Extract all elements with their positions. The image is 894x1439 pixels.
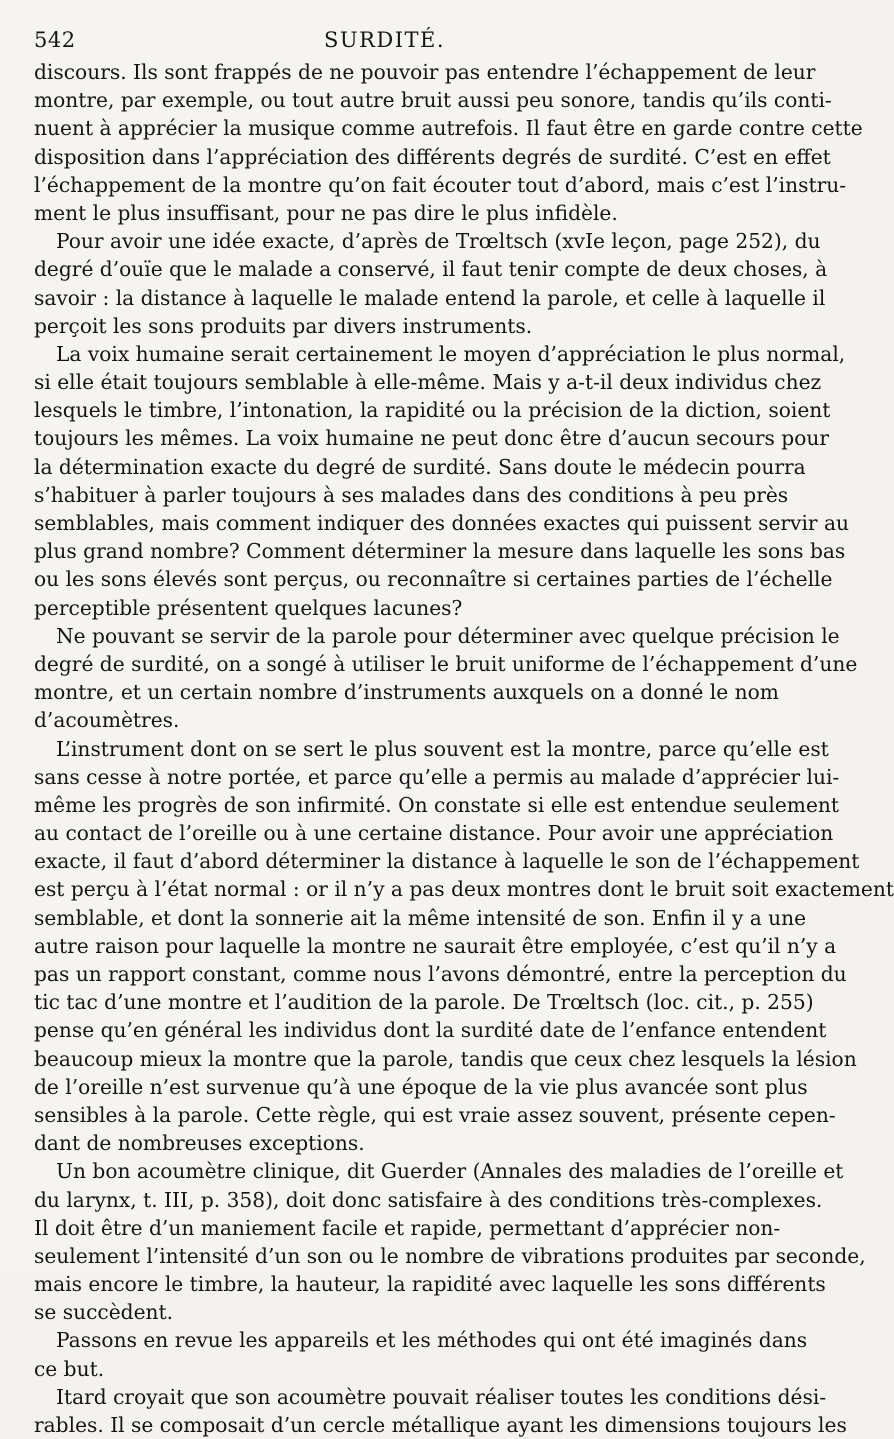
text-line: d’acoumètres. — [34, 708, 180, 733]
text-line: pas un rapport constant, comme nous l’avons démontré, entre la perception du — [34, 962, 847, 986]
text-line: Ne pouvant se servir de la parole pour déterminer avec quelque précision le — [56, 623, 840, 648]
text-line: savoir : la distance à laquelle le malade entend la parole, et celle à laquelle il — [34, 285, 826, 310]
text-line: du larynx, t. III, p. 358), doit donc satisfaire à des conditions très-complexes. — [34, 1187, 823, 1212]
text-line: semblable, et dont la sonnerie ait la même intensité de son. Enfin il y a une — [34, 905, 807, 930]
text-line: toujours les mêmes. La voix humaine ne peut donc être d’aucun secours pour — [34, 426, 830, 451]
text-line: tic tac d’une montre et l’audition de la parole. De Trœltsch (loc. cit., p. 255) — [34, 990, 814, 1015]
text-line: montre, et un certain nombre d’instruments auxquels on a donné le nom — [34, 680, 779, 705]
text-line: discours. Ils sont frappés de ne pouvoir pas entendre l’échappement de leur — [34, 60, 816, 84]
text-line: Itard croyait que son acoumètre pouvait réaliser toutes les conditions dési- — [56, 1384, 827, 1409]
text-line: degré d’ouïe que le malade a conservé, il faut tenir compte de deux choses, à — [34, 257, 828, 282]
text-line: Passons en revue les appareils et les méthodes qui ont été imaginés dans — [56, 1328, 808, 1353]
text-line: au contact de l’oreille ou à une certaine distance. Pour avoir une appréciation — [34, 821, 834, 846]
text-line: autre raison pour laquelle la montre ne saurait être employée, c’est qu’il n’y a — [34, 933, 837, 958]
text-line: si elle était toujours semblable à elle-même. Mais y a-t-il deux individus chez — [34, 370, 822, 395]
text-line: dant de nombreuses exceptions. — [34, 1131, 365, 1156]
page-header — [34, 22, 724, 56]
text-line: degré de surdité, on a songé à utiliser le bruit uniforme de l’échappement d’une — [34, 651, 858, 676]
text-line: disposition dans l’appréciation des différents degrés de surdité. C’est en effet — [34, 144, 831, 169]
text-line: ce but. — [34, 1356, 105, 1381]
text-line: perceptible présentent quelques lacunes? — [34, 595, 463, 620]
text-line: sans cesse à notre portée, et parce qu’elle a permis au malade d’apprécier lui- — [34, 764, 840, 789]
page-number: 542 — [34, 28, 76, 52]
text-line: sensibles à la parole. Cette règle, qui est vraie assez souvent, présente cepen- — [34, 1102, 836, 1127]
text-line: s’habituer à parler toujours à ses malades dans des conditions à peu près — [34, 482, 789, 507]
text-line: La voix humaine serait certainement le moyen d’appréciation le plus normal, — [56, 341, 846, 366]
text-line: perçoit les sons produits par divers instruments. — [34, 313, 533, 338]
text-line: nuent à apprécier la musique comme autrefois. Il faut être en garde contre cette — [34, 116, 863, 141]
text-line: ment le plus insuffisant, pour ne pas dire le plus infidèle. — [34, 200, 618, 225]
text-line: ou les sons élevés sont perçus, ou reconnaître si certaines parties de l’échelle — [34, 567, 833, 592]
text-line: seulement l’intensité d’un son ou le nombre de vibrations produites par seconde, — [34, 1243, 866, 1268]
text-line: exacte, il faut d’abord déterminer la distance à laquelle le son de l’échappement — [34, 849, 860, 874]
running-title: SURDITÉ. — [324, 28, 446, 52]
text-line: plus grand nombre? Comment déterminer la mesure dans laquelle les sons bas — [34, 539, 846, 564]
text-line: Il doit être d’un maniement facile et rapide, permettant d’apprécier non- — [34, 1215, 781, 1240]
text-line: la détermination exacte du degré de surdité. Sans doute le médecin pourra — [34, 454, 806, 479]
text-line: rables. Il se composait d’un cercle métallique ayant les dimensions toujours les — [34, 1413, 847, 1437]
text-line: pense qu’en général les individus dont la surdité date de l’enfance entendent — [34, 1018, 827, 1043]
text-line: est perçu à l’état normal : or il n’y a pas deux montres dont le bruit soit exactement — [34, 877, 894, 902]
text-line: montre, par exemple, ou tout autre bruit aussi peu sonore, tandis qu’ils conti- — [34, 88, 832, 113]
text-line: mais encore le timbre, la hauteur, la rapidité avec laquelle les sons différents — [34, 1272, 826, 1297]
text-line: de l’oreille n’est survenue qu’à une époque de la vie plus avancée sont plus — [34, 1074, 808, 1099]
text-line: Un bon acoumètre clinique, dit Guerder (Annales des maladies de l’oreille et — [56, 1159, 844, 1184]
text-line: lesquels le timbre, l’intonation, la rapidité ou la précision de la diction, soient — [34, 398, 831, 423]
text-line: l’échappement de la montre qu’on fait écouter tout d’abord, mais c’est l’instru- — [34, 172, 847, 197]
text-line: L’instrument dont on se sert le plus souvent est la montre, parce qu’elle est — [56, 736, 829, 761]
text-line: même les progrès de son infirmité. On constate si elle est entendue seulement — [34, 792, 840, 817]
body-text — [34, 58, 894, 1439]
text-line: se succèdent. — [34, 1300, 174, 1325]
text-line: Pour avoir une idée exacte, d’après de Trœltsch (xvIe leçon, page 252), du — [56, 229, 821, 254]
text-line: beaucoup mieux la montre que la parole, tandis que ceux chez lesquels la lésion — [34, 1046, 857, 1071]
text-line: semblables, mais comment indiquer des données exactes qui puissent servir au — [34, 511, 850, 535]
